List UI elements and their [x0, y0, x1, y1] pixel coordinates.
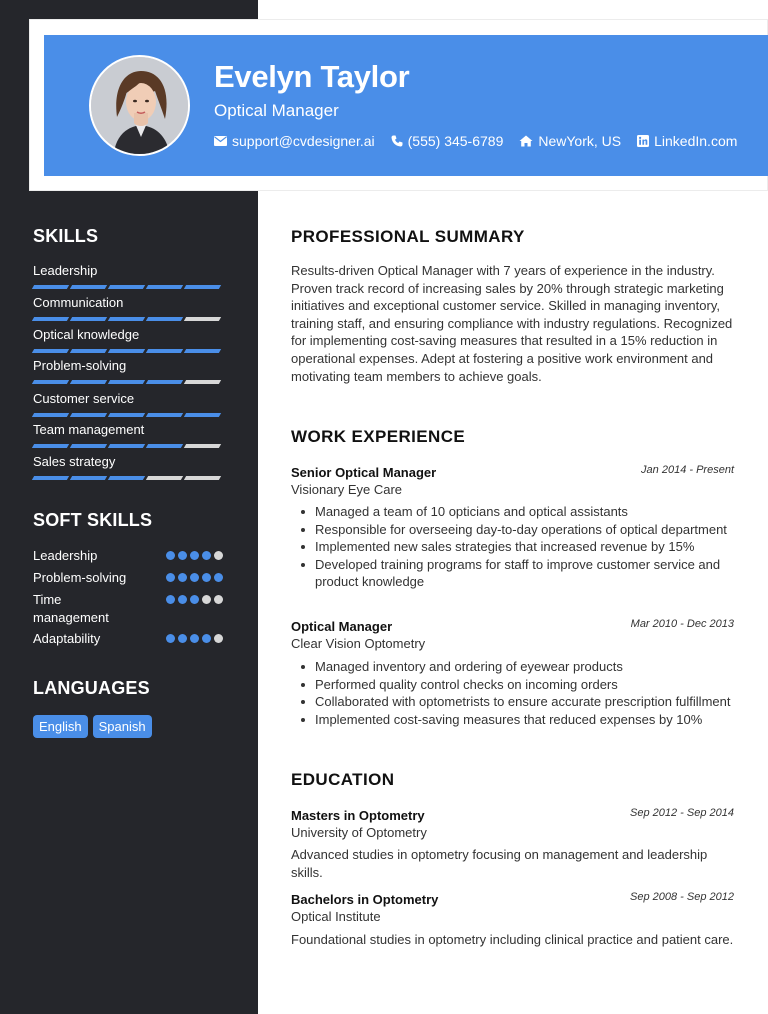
profile-photo-icon	[91, 57, 190, 156]
skill-bar	[33, 476, 223, 480]
job-bullets	[315, 503, 740, 591]
education-date: Sep 2012 - Sep 2014	[630, 807, 734, 819]
rating-dot	[202, 595, 211, 604]
contact-bar	[214, 133, 753, 149]
skill-bar-segment	[184, 380, 221, 384]
soft-skill-rating	[166, 551, 223, 565]
job-bullets	[315, 658, 740, 728]
rating-dot	[214, 573, 223, 582]
soft-skill-label: Time management	[33, 592, 109, 625]
contact-linkedin[interactable]	[637, 133, 737, 149]
skill-bar	[33, 444, 223, 448]
list-item: Managed a team of 10 opticians and optical assistants	[315, 503, 740, 521]
skill-bar-segment	[32, 285, 69, 289]
skill-label: Problem-solving	[33, 358, 127, 373]
list-item: Implemented cost-saving measures that reduced expenses by 10%	[315, 711, 740, 729]
skill-bar-segment	[108, 349, 145, 353]
linkedin-icon	[637, 135, 649, 147]
rating-dot	[214, 595, 223, 604]
candidate-name: Evelyn Taylor	[214, 59, 410, 94]
contact-location	[519, 133, 621, 149]
skill-bar-segment	[32, 413, 69, 417]
skill-item	[33, 327, 223, 353]
language-badge: English	[33, 715, 88, 738]
skill-bar-segment	[108, 317, 145, 321]
soft-skill-item	[33, 569, 223, 587]
summary-heading: PROFESSIONAL SUMMARY	[291, 227, 525, 246]
rating-dot	[214, 551, 223, 560]
contact-phone[interactable]	[391, 133, 504, 149]
languages-list	[33, 715, 152, 738]
skill-bar-segment	[146, 444, 183, 448]
contact-email[interactable]	[214, 133, 375, 149]
skill-bar-segment	[32, 349, 69, 353]
skill-bar-segment	[146, 476, 183, 480]
skill-bar-segment	[146, 317, 183, 321]
home-icon	[519, 135, 533, 147]
soft-skill-label: Leadership	[33, 548, 98, 563]
skill-label: Optical knowledge	[33, 327, 140, 342]
soft-skill-label: Problem-solving	[33, 570, 127, 585]
languages-heading: LANGUAGES	[33, 678, 150, 698]
rating-dot	[202, 551, 211, 560]
job-date: Jan 2014 - Present	[641, 464, 734, 476]
skill-item	[33, 391, 223, 417]
skill-item	[33, 454, 223, 480]
skill-bar	[33, 285, 223, 289]
rating-dot	[178, 595, 187, 604]
skill-label: Sales strategy	[33, 454, 116, 469]
degree-title: Bachelors in Optometry	[291, 892, 439, 907]
soft-skill-label: Adaptability	[33, 631, 101, 646]
skill-bar-segment	[70, 317, 107, 321]
soft-skill-rating	[166, 634, 223, 648]
rating-dot	[202, 573, 211, 582]
rating-dot	[166, 595, 175, 604]
contact-location-text: NewYork, US	[538, 133, 622, 149]
soft-skill-rating	[166, 573, 223, 587]
contact-phone-text: (555) 345-6789	[407, 133, 504, 149]
rating-dot	[178, 634, 187, 643]
skill-item	[33, 358, 223, 384]
rating-dot	[214, 634, 223, 643]
skill-label: Team management	[33, 422, 145, 437]
summary-text: Results-driven Optical Manager with 7 years of experience in the industry. Proven track record of increasing sales by 20% through strategic marketing initiatives and exceptional customer service. Skilled in managing inventory, training staff, and ensuring compliance with industry regulations. Recognized for implementing cost-saving measures that resulted in a 15% reduction in operational expenses. Adept at fostering a positive work environment and motivating team members to achieve goals.	[291, 263, 733, 384]
soft-skills-heading: SOFT SKILLS	[33, 510, 153, 530]
skill-bar-segment	[70, 413, 107, 417]
list-item: Collaborated with optometrists to ensure accurate prescription fulfillment	[315, 693, 740, 711]
skill-bar-segment	[146, 349, 183, 353]
skill-bar	[33, 413, 223, 417]
job-company: Clear Vision Optometry	[291, 636, 426, 651]
skill-bar-segment	[146, 380, 183, 384]
skill-bar-segment	[70, 380, 107, 384]
rating-dot	[190, 551, 199, 560]
skill-bar	[33, 349, 223, 353]
skill-bar-segment	[146, 413, 183, 417]
rating-dot	[166, 573, 175, 582]
skill-bar-segment	[108, 444, 145, 448]
rating-dot	[166, 634, 175, 643]
list-item: Performed quality control checks on incoming orders	[315, 676, 740, 694]
job-title: Optical Manager	[291, 619, 393, 634]
candidate-role: Optical Manager	[214, 101, 339, 120]
avatar	[89, 55, 190, 156]
skill-bar-segment	[108, 476, 145, 480]
job-company: Visionary Eye Care	[291, 482, 403, 497]
skill-bar-segment	[32, 317, 69, 321]
skill-bar-segment	[184, 476, 221, 480]
skill-bar-segment	[146, 285, 183, 289]
school-name: University of Optometry	[291, 825, 427, 840]
list-item: Implemented new sales strategies that increased revenue by 15%	[315, 538, 740, 556]
list-item: Responsible for overseeing day-to-day operations of optical department	[315, 521, 740, 539]
skill-item	[33, 295, 223, 321]
skill-bar-segment	[108, 413, 145, 417]
rating-dot	[178, 551, 187, 560]
contact-email-text: support@cvdesigner.ai	[232, 133, 375, 149]
rating-dot	[178, 573, 187, 582]
skill-bar-segment	[184, 317, 221, 321]
skill-bar-segment	[184, 413, 221, 417]
school-name: Optical Institute	[291, 909, 381, 924]
list-item: Developed training programs for staff to improve customer service and product knowledge	[315, 556, 740, 591]
skill-label: Leadership	[33, 263, 98, 278]
experience-heading: WORK EXPERIENCE	[291, 427, 466, 446]
phone-icon	[391, 135, 403, 147]
skill-bar-segment	[108, 285, 145, 289]
list-item: Managed inventory and ordering of eyewear products	[315, 658, 740, 676]
skill-bar-segment	[32, 444, 69, 448]
rating-dot	[190, 573, 199, 582]
skill-bar-segment	[108, 380, 145, 384]
rating-dot	[202, 634, 211, 643]
skill-bar-segment	[70, 285, 107, 289]
education-date: Sep 2008 - Sep 2012	[630, 891, 734, 903]
skill-label: Communication	[33, 295, 124, 310]
skill-bar-segment	[184, 285, 221, 289]
skills-heading: SKILLS	[33, 226, 99, 246]
job-date: Mar 2010 - Dec 2013	[630, 618, 734, 630]
job-title: Senior Optical Manager	[291, 465, 437, 480]
education-heading: EDUCATION	[291, 770, 395, 789]
skill-bar-segment	[32, 476, 69, 480]
soft-skill-item	[33, 591, 223, 627]
skill-item	[33, 422, 223, 448]
envelope-icon	[214, 136, 227, 146]
skill-bar-segment	[32, 380, 69, 384]
rating-dot	[190, 634, 199, 643]
skill-bar	[33, 380, 223, 384]
degree-title: Masters in Optometry	[291, 808, 425, 823]
soft-skill-rating	[166, 595, 223, 627]
soft-skill-item	[33, 630, 223, 648]
skill-bar-segment	[70, 349, 107, 353]
rating-dot	[166, 551, 175, 560]
rating-dot	[190, 595, 199, 604]
skill-bar	[33, 317, 223, 321]
skill-bar-segment	[70, 444, 107, 448]
skill-label: Customer service	[33, 391, 135, 406]
skill-bar-segment	[70, 476, 107, 480]
skill-item	[33, 263, 223, 289]
contact-linkedin-text: LinkedIn.com	[654, 133, 738, 149]
education-description: Foundational studies in optometry including clinical practice and patient care.	[291, 932, 734, 947]
language-badge: Spanish	[93, 715, 152, 738]
skill-bar-segment	[184, 444, 221, 448]
skill-bar-segment	[184, 349, 221, 353]
soft-skill-item	[33, 547, 223, 565]
education-description: Advanced studies in optometry focusing on management and leadership skills.	[291, 847, 708, 880]
